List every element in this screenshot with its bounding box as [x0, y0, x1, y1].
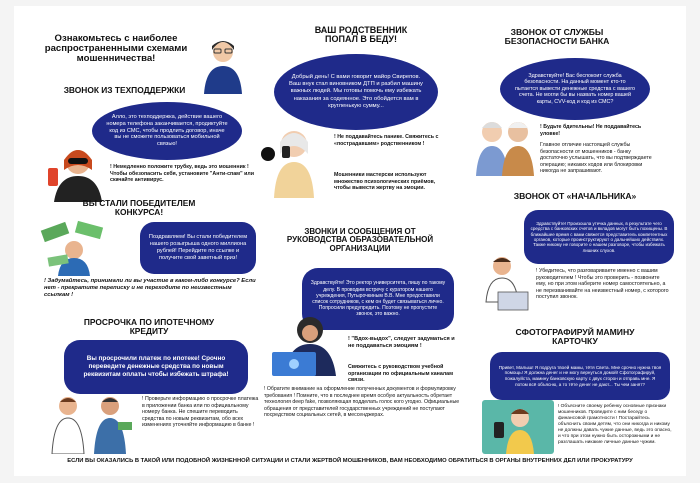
tech-support-bubble: Алло, это техподдержка, действие вашего номера телефона заканчивается, продиктуйте код из СМС, чтобы продлить договор, иначе вы не сможете пользоваться мобильной связью!: [92, 102, 242, 160]
bank-title: ЗВОНОК ОТ СЛУЖБЫ БЕЗОПАСНОСТИ БАНКА: [504, 27, 610, 47]
education-bubble: Здравствуйте! Это ректор университета, пишу по такому делу. В проводим встречу с куратором нашего учреждения, Путырочкиным В.В. Мне предоставили список сотрудников, с кем он будет связываться лично. Попросили предупредить. Поэтому не пропустите звонок, это важно.: [302, 268, 454, 330]
loan-advice: ! Проверьте информацию о просрочке платежа в приложении банка или по официальному номеру банка. Не спешите переводить средства по новым реквизитам, обо всех изменениях уточняйте информацию в банке !: [142, 396, 259, 429]
education-advice-head: ! "Вдох-выдох", следует задуматься и не поддаваться эмоциям !: [348, 336, 455, 349]
relative-bubble: Добрый день! С вами говорит майор Свирепов. Ваш внук стал виновником ДТП и разбил машину важных людей. Мы готовы помочь ему избежать наказания за содеянное. Это обойдется вам в кругленькую сумму...: [274, 54, 438, 130]
tech-support-advice: ! Немедленно положите трубку, ведь это мошенник ! Чтобы обезопасить себя, установите "Анти-спам" или скачайте антивирус.: [110, 164, 254, 184]
education-warning: ! Обратите внимание на оформление полученных документов и формулировку требования ! Помните, что в последнее время особую актуальность обретает технология deep fake, позволяющая подделать голос кого угодно. Официальные обращения от представителей государственных учреждений не поступают посредством социальных сетей, в мессенджерах.: [264, 386, 460, 418]
money-illustration: [38, 220, 108, 276]
bank-advice-head: ! Будьте бдительны! Не поддавайтесь уловке!: [540, 124, 642, 137]
worried-grandmother-illustration: [258, 124, 314, 198]
scammer-on-phone-illustration: [44, 140, 108, 202]
education-title: ЗВОНКИ И СООБЩЕНИЯ ОТ РУКОВОДСТВА ОБРАЗОВАТЕЛЬНОЙ ОРГАНИЗАЦИИ: [286, 227, 434, 253]
boss-bubble: Здравствуйте! Произошла утечка данных, в результате чего средства с банковских счетов и вкладов могут быть похищены. В ближайшее время с вами свяжется представитель компетентных органов, которые проинструктируют о дальнейших действиях. Также никому не говорите о нашем разговоре, чтобы избежать лишних слухов.: [524, 210, 674, 264]
boss-title: ЗВОНОК ОТ «НАЧАЛЬНИКА»: [513, 191, 637, 201]
winner-title: ВЫ СТАЛИ ПОБЕДИТЕЛЕМ КОНКУРСА!: [82, 198, 196, 217]
debt-collectors-illustration: [46, 392, 138, 454]
relative-advice-head: ! Не поддавайтесь панике. Свяжитесь с «пострадавшим» родственником !: [334, 134, 439, 147]
photo-card-title: СФОТОГРАФИРУЙ МАМИНУ КАРТОЧКУ: [515, 327, 635, 347]
tech-support-title: ЗВОНОК ИЗ ТЕХПОДДЕРЖКИ: [63, 85, 186, 95]
elderly-couple-illustration: [472, 116, 538, 176]
winner-bubble: Поздравляем! Вы стали победителем нашего розыгрыша одного миллиона рублей! Перейдите по ссылке и получите свой заветный приз!: [140, 222, 256, 274]
education-advice-body: Свяжитесь с руководством учебной организации по официальным каналам связи.: [348, 364, 454, 384]
loan-bubble: Вы просрочили платеж по ипотеке! Срочно переведите денежные средства по новым реквизитам оплаты чтобы избежать штрафа!: [64, 340, 248, 394]
boss-advice: ! Убедитесь, что разговариваете именно с вашим руководителем ! Чтобы это проверить - позвоните ему, но при этом наберите номер самостоятельно, а не перезванивайте на неизвестный номер, с которого поступил звонок.: [536, 268, 669, 301]
loan-title: ПРОСРОЧКА ПО ИПОТЕЧНОМУ КРЕДИТУ: [83, 317, 215, 336]
winner-advice: ! Задумайтесь, принимали ли вы участие в каком-либо конкурсе? Если нет - прекратите переписку и не переходите по неизвестным ссылкам !: [44, 278, 256, 299]
leaflet-sheet: [14, 6, 686, 476]
relative-title: ВАШ РОДСТВЕННИК ПОПАЛ В БЕДУ!: [314, 25, 408, 45]
bank-bubble: Здравствуйте! Вас беспокоит служба безопасности. На данный момент кто-то пытается вывести денежные средства с вашего счета. Не могли бы вы назвать номер вашей карты, CVV-код и код из СМС?: [500, 58, 650, 120]
bank-advice-body: Главное отличие настоящей службы безопасности от мошенников - банку достаточно услышать, что вы подтверждаете операцию; никаких кодов или блокировки никогда не запрашивают.: [540, 142, 652, 175]
boss-on-laptop-illustration: [478, 252, 530, 312]
relative-advice-body: Мошенники мастерски используют множество психологических приёмов, чтобы вывести жертву на эмоции.: [334, 172, 436, 192]
hooded-scammer-laptop-illustration: [264, 306, 350, 376]
child-with-phone-illustration: [482, 396, 554, 454]
photo-card-bubble: Привет, Малыш! Я подруга твоей мамы, тётя Света. Мне срочно нужна твоя помощь! Я должна денег и не могу вернуться домой! Сфотографируй, пожалуйста, мамину банковскую карту с двух сторон и отправь мне. Я потом всё объясню, а то тёте денег не дают... Ты чем занят?: [490, 352, 670, 400]
intro-title: Ознакомьтесь с наиболее распространенными схемами мошенничества!: [44, 33, 188, 65]
footer-contact-notice: ЕСЛИ ВЫ ОКАЗАЛИСЬ В ТАКОЙ ИЛИ ПОДОБНОЙ ЖИЗНЕННОЙ СИТУАЦИИ И СТАЛИ ЖЕРТВОЙ МОШЕННИКОВ, ВАМ НЕОБХОДИМО ОБРАТИТЬСЯ В ОРГАНЫ ВНУТРЕННИХ ДЕЛ ИЛИ ПРОКУРАТУРУ: [67, 458, 633, 464]
photo-card-advice: ! Объясните своему ребенку основные признаки мошенников. Проведите с ним беседу о финансовой грамотности ! Постарайтесь объяснить своим детям, что они никогда и никому не должны давать чужие данные, ведь это опасно, и что при этом нужно быть осторожными и не разглашать никакие личные данные чужим.: [558, 404, 672, 445]
